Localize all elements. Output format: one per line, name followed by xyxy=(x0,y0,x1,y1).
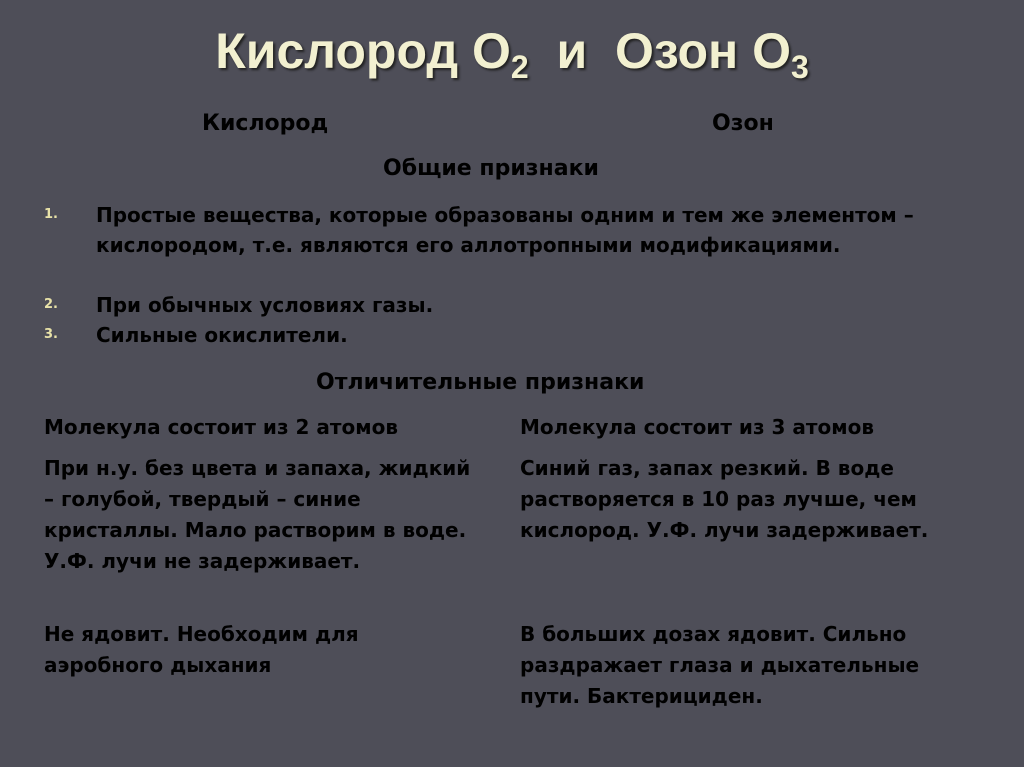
title-subscript-2: 3 xyxy=(791,49,809,85)
list-item-text: При обычных условиях газы. xyxy=(96,293,434,317)
column-header-oxygen: Кислород xyxy=(202,111,329,136)
oxygen-cell-molecule: Молекула состоит из 2 атомов xyxy=(44,415,398,439)
title-subscript-1: 2 xyxy=(510,49,529,85)
ozone-cell-toxicity: В больших дозах ядовит. Сильно раздражает глаза и дыхательные пути. Бактерициден. xyxy=(520,622,920,708)
ozone-cell-properties: Синий газ, запах резкий. В воде растворяется в 10 раз лучше, чем кислород. У.Ф. лучи задерживает. xyxy=(520,456,929,542)
list-number: 3. xyxy=(44,327,58,342)
common-features-list xyxy=(44,200,944,350)
distinct-features-heading: Отличительные признаки xyxy=(316,370,645,395)
list-item-text: Простые вещества, которые образованы одним и тем же элементом – кислородом, т.е. являются его аллотропными модификациями. xyxy=(96,203,914,257)
list-number: 2. xyxy=(44,297,58,312)
list-item xyxy=(44,290,944,320)
slide-title xyxy=(0,22,1024,86)
common-features-heading: Общие признаки xyxy=(383,156,599,181)
oxygen-cell-toxicity: Не ядовит. Необходим для аэробного дыхания xyxy=(44,622,359,677)
list-item-text: Сильные окислители. xyxy=(96,323,348,347)
column-header-ozone: Озон xyxy=(712,111,774,136)
list-item xyxy=(44,200,944,290)
list-number: 1. xyxy=(44,207,58,222)
title-part-2: и Озон О xyxy=(528,23,791,79)
ozone-cell-molecule: Молекула состоит из 3 атомов xyxy=(520,415,874,439)
list-item xyxy=(44,320,944,350)
title-part-1: Кислород О xyxy=(215,23,511,79)
oxygen-cell-properties: При н.у. без цвета и запаха, жидкий – голубой, твердый – синие кристаллы. Мало растворим в воде. У.Ф. лучи не задерживает. xyxy=(44,456,471,573)
